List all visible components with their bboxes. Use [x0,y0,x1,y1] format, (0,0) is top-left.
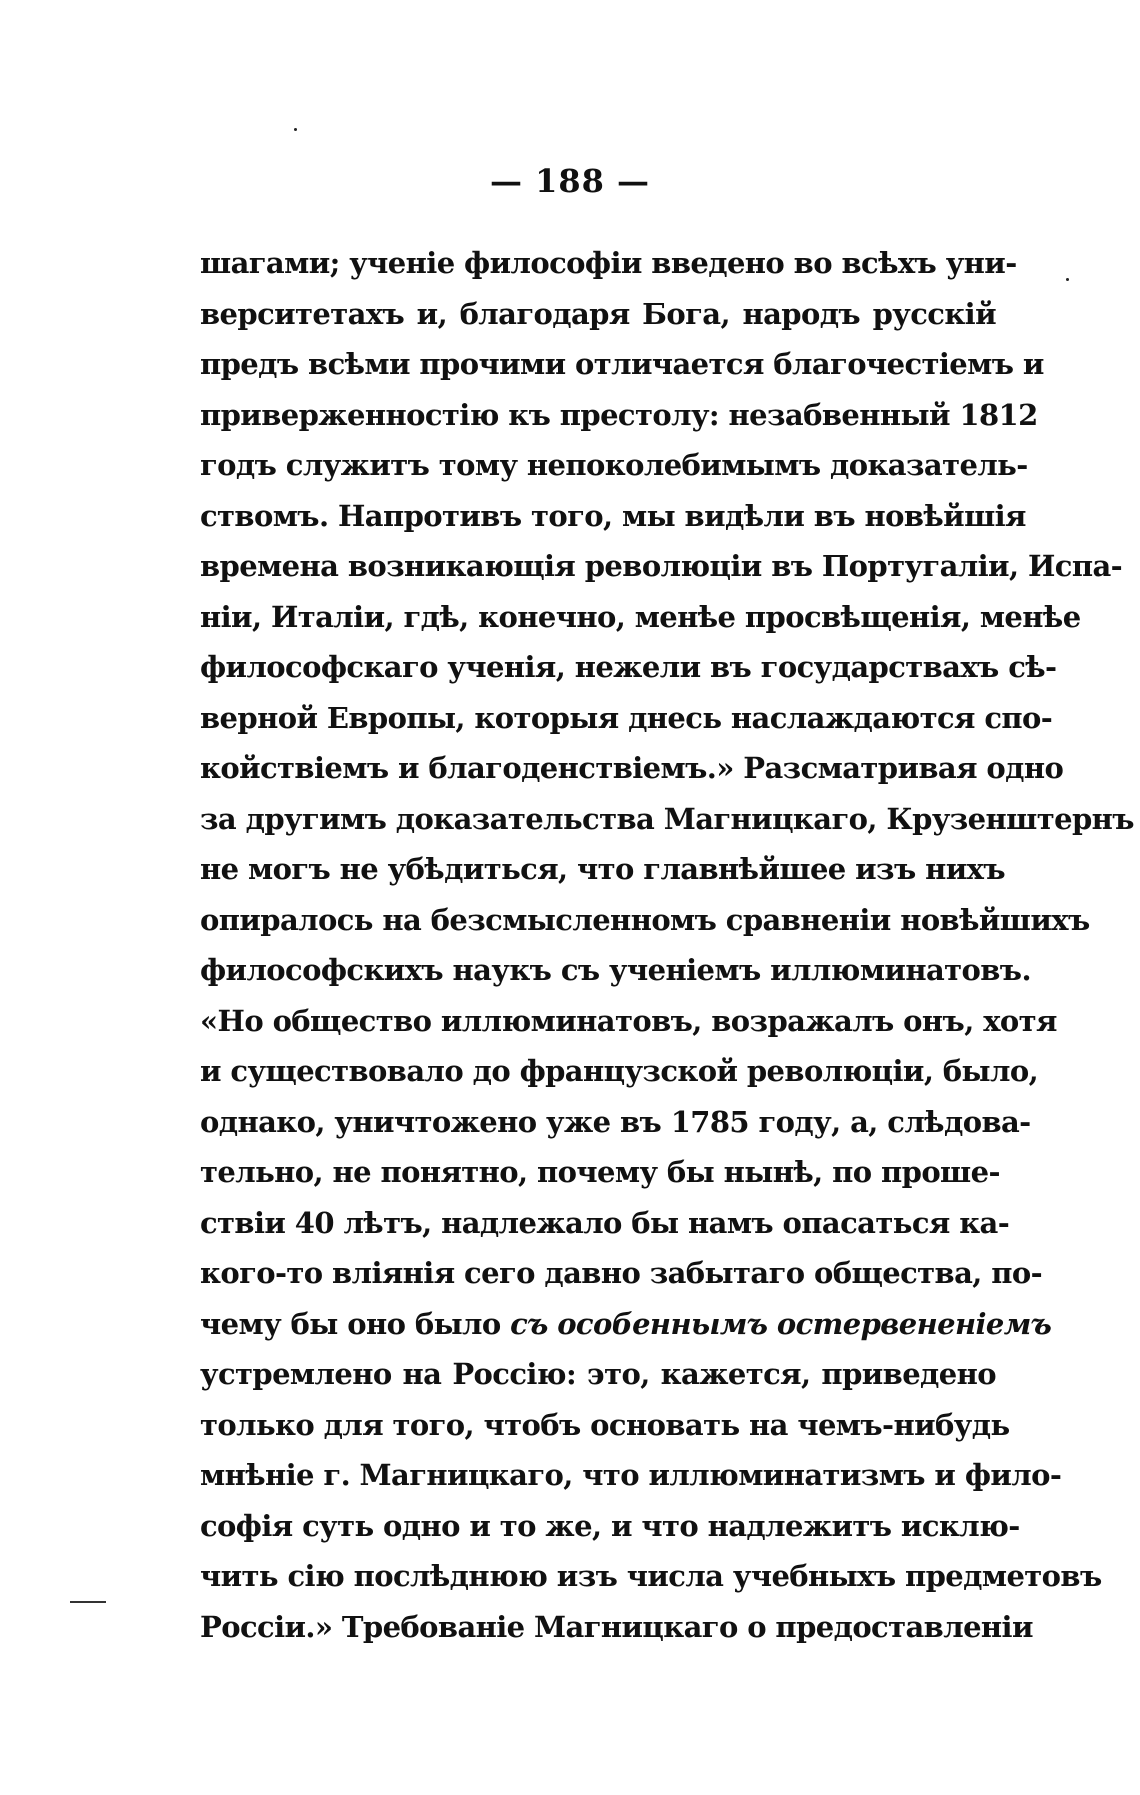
text-line: верной Европы, которыя днесь наслаждаются спо- [200,700,1053,735]
text-line: шагами; ученіе философіи введено во всѣхъ уни- [200,246,1017,280]
text-line-start: чему бы оно было [200,1306,501,1341]
text-line: философскихъ наукъ съ ученіемъ иллюминатовъ. [200,953,1031,987]
text-line: философскаго ученія, нежели въ государствахъ сѣ- [200,650,1057,684]
text-line: предъ всѣми прочими отличается благочестіемъ и [200,347,1044,381]
margin-rule [70,1601,106,1603]
text-line: времена возникающія революціи въ Португаліи, Испа- [200,549,1123,583]
text-line: верситетахъ и, благодаря Бога, народъ русскій [200,296,996,331]
text-line: ствомъ. Напротивъ того, мы видѣли въ новѣйшія [200,498,1026,533]
text-line: только для того, чтобъ основать на чемъ-нибудь [200,1407,1010,1442]
text-line: кого-то вліянія сего давно забытаго общества, по- [200,1256,1043,1290]
scan-speck [1066,278,1069,281]
text-line: ствіи 40 лѣтъ, надлежало бы намъ опасаться ка- [200,1205,1010,1240]
text-line: тельно, не понятно, почему бы нынѣ, по проше- [200,1155,1000,1189]
scan-speck [294,128,297,131]
text-line: однако, уничтожено уже въ 1785 году, а, слѣдова- [200,1104,1031,1139]
text-line: приверженностію къ престолу: незабвенный 1812 [200,397,1038,432]
page-number: — 188 — [489,162,651,200]
text-line: «Но общество иллюминатовъ, возражалъ онъ, хотя [200,1003,1057,1038]
text-line: мнѣніе г. Магницкаго, что иллюминатизмъ и фило- [200,1458,1062,1492]
text-line: устремлено на Россію: это, кажется, приведено [200,1357,996,1391]
text-line: койствіемъ и благоденствіемъ.» Разсматривая одно [200,751,1064,785]
text-line: не могъ не убѣдиться, что главнѣйшее изъ нихъ [200,852,1005,886]
text-line: годъ служитъ тому непоколебимымъ доказатель- [200,448,1028,482]
body-text [200,238,1134,1652]
text-line: и существовало до французской революціи, было, [200,1054,1039,1088]
text-line: ніи, Италіи, гдѣ, конечно, менѣе просвѣщенія, менѣе [200,599,1081,634]
text-line: за другимъ доказательства Магницкаго, Крузенштернъ [200,801,1134,836]
text-line: чить сію послѣднюю изъ числа учебныхъ предметовъ [200,1559,1102,1593]
text-line-with-italic [200,1299,1052,1350]
italic-phrase: съ особеннымъ остервененіемъ [510,1306,1052,1341]
text-line: опиралось на безсмысленномъ сравненіи новѣйшихъ [200,902,1090,937]
text-line: Россіи.» Требованіе Магницкаго о предоставленіи [200,1609,1033,1644]
text-line: софія суть одно и то же, и что надлежитъ исклю- [200,1508,1020,1543]
